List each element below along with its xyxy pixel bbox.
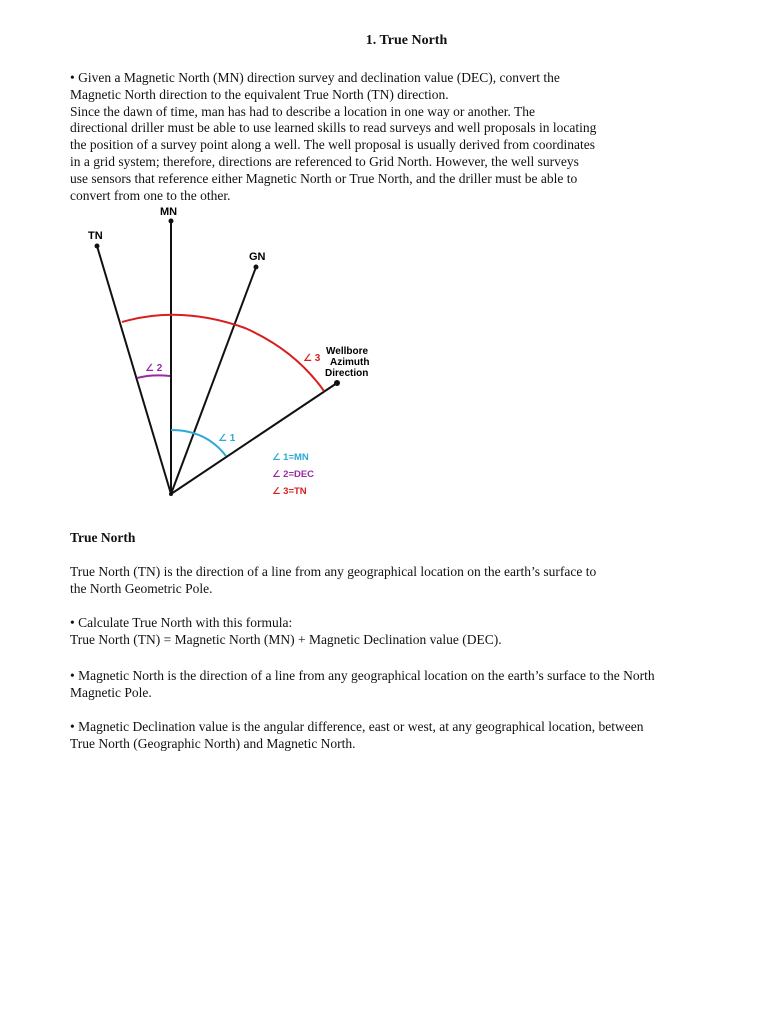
paragraph-line: True North (TN) is the direction of a line from any geographical location on the earth’s surface to xyxy=(70,564,597,579)
paragraph-line: Magnetic Pole. xyxy=(70,684,152,700)
angle1-label: ∠ 1 xyxy=(218,433,236,444)
paragraph-formula xyxy=(70,615,750,649)
intro-line: use sensors that reference either Magnetic North or True North, and the driller must be able to xyxy=(70,170,578,186)
intro-line: Since the dawn of time, man has had to describe a location in one way or another. The xyxy=(70,103,535,119)
tn-endpoint xyxy=(95,244,100,249)
section-heading: True North xyxy=(70,530,136,545)
legend-item-dec: ∠ 2=DEC xyxy=(272,469,315,480)
angle3-label: ∠ 3 xyxy=(303,353,321,364)
paragraph-tn-definition xyxy=(70,564,750,598)
wellbore-label-line3: Direction xyxy=(325,368,369,379)
intro-line: convert from one to the other. xyxy=(70,187,231,203)
intro-line: directional driller must be able to use learned skills to read surveys and well proposals in locating xyxy=(70,120,597,136)
paragraph-line: • Magnetic North is the direction of a line from any geographical location on the earth’s surface to the North xyxy=(70,668,655,683)
paragraph-line: • Magnetic Declination value is the angular difference, east or west, at any geographical location, between xyxy=(70,719,644,734)
paragraph-declination xyxy=(70,719,750,753)
intro-line: the position of a survey point along a well. The well proposal is usually derived from coordinates xyxy=(70,137,596,153)
paragraph-line: the North Geometric Pole. xyxy=(70,580,213,596)
paragraph-line: True North (Geographic North) and Magnetic North. xyxy=(70,735,356,751)
angle2-arc xyxy=(137,375,170,378)
wellbore-label-line2: Azimuth xyxy=(330,357,370,368)
intro-line: Magnetic North direction to the equivalent True North (TN) direction. xyxy=(70,86,449,102)
intro-text xyxy=(70,70,710,204)
page-title: 1. True North xyxy=(365,33,448,48)
north-reference-diagram xyxy=(60,200,400,510)
mn-label: MN xyxy=(160,206,178,218)
mn-endpoint xyxy=(169,219,174,224)
paragraph-line: • Calculate True North with this formula: xyxy=(70,615,293,630)
legend-item-tn: ∠ 3=TN xyxy=(272,486,307,497)
wellbore-endpoint xyxy=(334,380,340,386)
angle2-label: ∠ 2 xyxy=(145,363,163,374)
wellbore-label-line1: Wellbore xyxy=(326,346,369,357)
gn-label: GN xyxy=(249,251,266,263)
gn-line xyxy=(171,267,256,494)
paragraph-magnetic-north xyxy=(70,668,750,702)
origin-point xyxy=(169,492,173,496)
paragraph-line: True North (TN) = Magnetic North (MN) + Magnetic Declination value (DEC). xyxy=(70,631,502,647)
intro-line: in a grid system; therefore, directions are referenced to Grid North. However, the well surveys xyxy=(70,153,579,169)
intro-line: • Given a Magnetic North (MN) direction survey and declination value (DEC), convert the xyxy=(70,70,560,85)
legend-item-mn: ∠ 1=MN xyxy=(272,452,309,463)
gn-endpoint xyxy=(254,265,259,270)
tn-label: TN xyxy=(88,230,103,242)
